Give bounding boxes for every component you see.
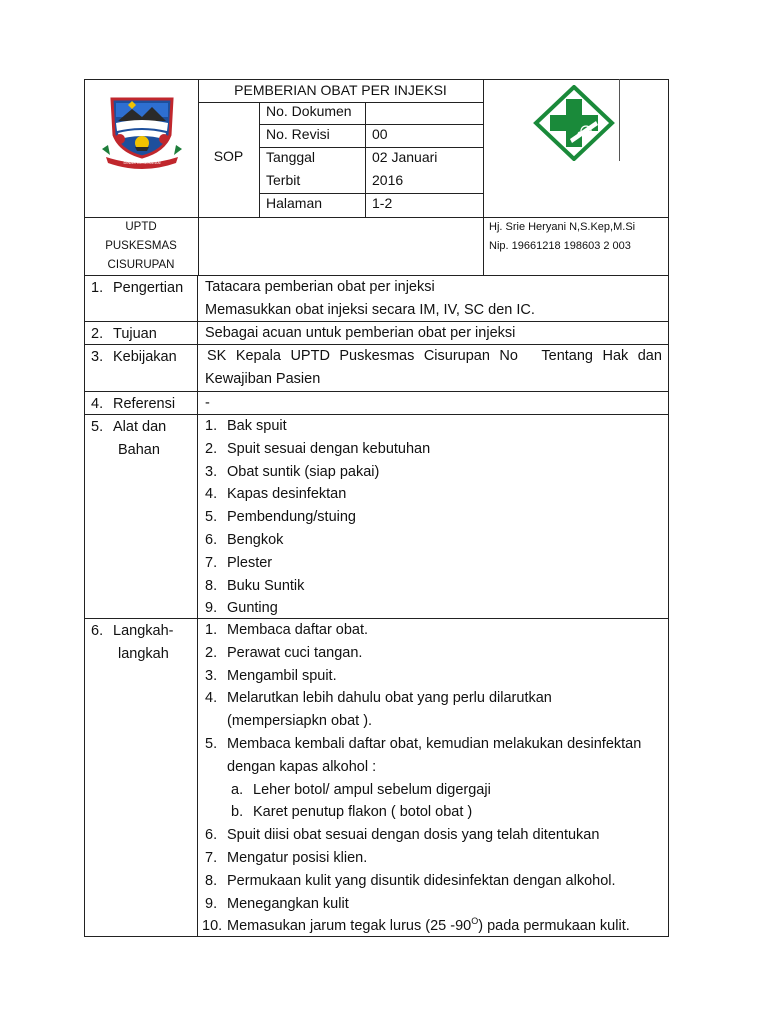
list-item: 1. Membaca daftar obat. [205,622,369,638]
section-label-cont: Bahan [118,441,160,458]
list-item: 5. Pembendung/stuing [205,509,356,526]
issue-date-label-2: Terbit [266,172,301,188]
section-kebijakan: 3. Kebijakan SK Kepala UPTD Puskesmas Cisurupan No Tentang Hak dan Kewajiban Pasien [84,345,669,392]
list-item: 3. Obat suntik (siap pakai) [205,463,380,480]
section-pengertian: 1. Pengertian Tatacara pemberian obat per injeksi Memasukkan obat injeksi secara IM, IV, SC den IC. [84,275,669,322]
revision-label: No. Revisi [266,126,330,142]
list-item: 10. Memasukan jarum tegak lurus (25 $-90^O$) pada permukaan kulit. [202,916,630,935]
sop-label: SOP [213,148,244,164]
signer-name: Hj. Srie Heryani N,S.Kep,M.Si [489,221,636,233]
section-label: Alat dan [113,419,167,435]
document-header [84,79,669,276]
section-text: Sebagai acuan untuk pemberian obat per injeksi [205,325,516,341]
list-item: 8. Permukaan kulit yang disuntik didesinfektan dengan alkohol. [205,872,616,889]
list-item: 3. Mengambil spuit. [205,667,337,684]
signer-nip: Nip. 19661218 198603 2 003 [489,240,631,252]
sop-table [84,275,669,937]
list-item: 1. Bak spuit [205,418,287,434]
svg-text:DINAS KESEHATAN: DINAS KESEHATAN [123,160,161,165]
list-item: 6. Bengkok [205,531,284,548]
section-alat-bahan: 5. Alat dan Bahan 1. Bak spuit 2. Spuit sesuai dengan kebutuhan 3. Obat suntik (siap pakai) 4. Kapas desinfektan 5. Pembendung/stuing 6. Bengkok 7. Plester 8. Buku Suntik 9. Gunting [84,415,669,619]
issue-date-value: 02 Januari [372,149,438,165]
puskesmas-logo-icon [532,85,616,161]
doc-number-label: No. Dokumen [266,103,352,119]
page-label: Halaman [266,195,323,211]
section-label: Kebijakan [113,349,177,365]
section-text: SK Kepala UPTD Puskesmas Cisurupan No Tentang Hak dan [207,348,662,364]
list-item: 9. Menegangkan kulit [205,895,349,912]
sub-list-item: a. Leher botol/ ampul sebelum digergaji [231,781,491,798]
section-label: Referensi [113,396,176,412]
section-text: Kewajiban Pasien [205,370,321,387]
list-item: 2. Spuit sesuai dengan kebutuhan [205,440,431,457]
section-tujuan: 2. Tujuan Sebagai acuan untuk pemberian obat per injeksi [84,322,669,345]
issue-year-value: 2016 [372,172,404,188]
sub-list-item: b. Karet penutup flakon ( botol obat ) [231,804,473,821]
section-label: Langkah- [113,623,174,639]
list-item: 5. Membaca kembali daftar obat, kemudian melakukan desinfektan dengan kapas alkohol : [205,735,642,775]
section-text: Memasukkan obat injeksi secara IM, IV, SC den IC. [205,301,535,318]
issue-date-label: Tanggal [266,149,316,165]
section-label: Pengertian [113,280,184,296]
list-item: 6. Spuit diisi obat sesuai dengan dosis yang telah ditentukan [205,827,600,844]
section-text: Tatacara pemberian obat per injeksi [205,279,435,295]
list-item: 2. Perawat cuci tangan. [205,644,363,661]
list-item: 7. Mengatur posisi klien. [205,849,368,866]
revision-value: 00 [372,126,388,142]
section-label: Tujuan [113,326,157,342]
page-value: 1-2 [372,195,393,211]
regional-emblem-icon [98,91,186,173]
section-langkah: 6. Langkah- langkah 1. Membaca daftar obat. 2. Perawat cuci tangan. 3. Mengambil spuit. 4. Melarutkan lebih dahulu obat yang perlu dilarutkan (mempersiapkn obat ). 5. Membaca kembali daftar obat, kemudian melakukan desinfektan dengan kapas alkohol : a. Leher botol/ ampul sebelum digergaji b. Karet penutup flakon ( botol obat ) 6. Spuit diisi obat sesuai dengan dosis yang telah ditentukan 7. Mengatur posisi klien. 8. Permukaan kulit yang disuntik didesinfektan dengan alkohol. 9. Menegangkan kulit 10. Memasukan jarum tegak lurus (25 $-90^O$) pada permukaan kulit. [84,619,669,937]
list-item: 4. Melarutkan lebih dahulu obat yang perlu dilarutkan (mempersiapkn obat ). [205,690,552,730]
list-item: 4. Kapas desinfektan [205,486,347,503]
organization-name: UPTD PUSKESMAS CISURUPAN [105,221,177,271]
section-referensi: 4. Referensi - [84,392,669,415]
list-item: 9. Gunting [205,600,278,617]
list-item: 7. Plester [205,554,273,571]
list-item: 8. Buku Suntik [205,577,305,594]
section-label-cont: langkah [118,645,169,662]
section-text: - [205,395,210,411]
document-title: PEMBERIAN OBAT PER INJEKSI [234,82,447,98]
